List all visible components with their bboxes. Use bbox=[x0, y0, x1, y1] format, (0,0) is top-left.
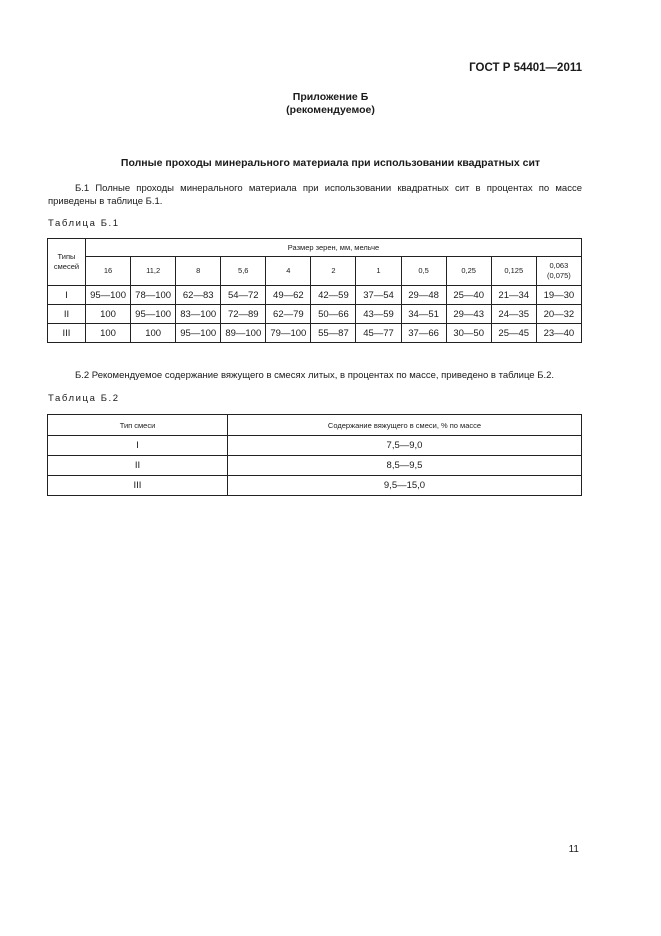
table-b1-body bbox=[48, 286, 582, 343]
table-b1 bbox=[47, 238, 582, 343]
table-b2 bbox=[47, 414, 582, 496]
passing-value-cell: 37—66 bbox=[401, 324, 446, 343]
passing-value-cell: 100 bbox=[86, 305, 131, 324]
table-row bbox=[48, 305, 582, 324]
passing-value-cell: 34—51 bbox=[401, 305, 446, 324]
passing-value-cell: 95—100 bbox=[86, 286, 131, 305]
passing-value-cell: 37—54 bbox=[356, 286, 401, 305]
passing-value-cell: 79—100 bbox=[266, 324, 311, 343]
mix-type-cell: I bbox=[48, 436, 228, 456]
passing-value-cell: 50—66 bbox=[311, 305, 356, 324]
mix-type-cell: III bbox=[48, 476, 228, 496]
binder-content-cell: 8,5—9,5 bbox=[228, 456, 582, 476]
mix-type-cell: III bbox=[48, 324, 86, 343]
standard-code: ГОСТ Р 54401—2011 bbox=[469, 62, 582, 74]
passing-value-cell: 100 bbox=[86, 324, 131, 343]
grain-size-header: Размер зерен, мм, мельче bbox=[86, 239, 582, 257]
grain-size-header-cell: 0,063 (0,075) bbox=[536, 257, 581, 286]
mix-type-header-text: Типы смесей bbox=[53, 252, 80, 271]
passing-value-cell: 23—40 bbox=[536, 324, 581, 343]
appendix-subtitle: (рекомендуемое) bbox=[286, 104, 375, 116]
passing-value-cell: 95—100 bbox=[176, 324, 221, 343]
passing-value-cell: 19—30 bbox=[536, 286, 581, 305]
passing-value-cell: 45—77 bbox=[356, 324, 401, 343]
passing-value-cell: 25—40 bbox=[446, 286, 491, 305]
passing-value-cell: 29—43 bbox=[446, 305, 491, 324]
grain-size-header-cell: 8 bbox=[176, 257, 221, 286]
passing-value-cell: 21—34 bbox=[491, 286, 536, 305]
grain-size-header-cell: 2 bbox=[311, 257, 356, 286]
grain-size-header-cell: 16 bbox=[86, 257, 131, 286]
table2-caption: Таблица Б.2 bbox=[48, 393, 120, 404]
passing-value-cell: 30—50 bbox=[446, 324, 491, 343]
passing-value-cell: 29—48 bbox=[401, 286, 446, 305]
grain-size-header-cell: 5,6 bbox=[221, 257, 266, 286]
passing-value-cell: 54—72 bbox=[221, 286, 266, 305]
passing-value-cell: 95—100 bbox=[131, 305, 176, 324]
mix-type-col-header: Тип смеси bbox=[48, 415, 228, 436]
passing-value-cell: 100 bbox=[131, 324, 176, 343]
table-b2-body bbox=[48, 436, 582, 496]
grain-size-header-cell: 1 bbox=[356, 257, 401, 286]
passing-value-cell: 72—89 bbox=[221, 305, 266, 324]
passing-value-cell: 83—100 bbox=[176, 305, 221, 324]
paragraph-b2: Б.2 Рекомендуемое содержание вяжущего в смесях литых, в процентах по массе, приведено в таблице Б.2. bbox=[75, 370, 555, 381]
binder-content-cell: 9,5—15,0 bbox=[228, 476, 582, 496]
mix-type-cell: II bbox=[48, 305, 86, 324]
grain-size-row bbox=[48, 257, 582, 286]
passing-value-cell: 20—32 bbox=[536, 305, 581, 324]
table-row bbox=[48, 324, 582, 343]
passing-value-cell: 49—62 bbox=[266, 286, 311, 305]
binder-content-cell: 7,5—9,0 bbox=[228, 436, 582, 456]
appendix-heading bbox=[0, 91, 661, 117]
grain-size-header-cell: 0,125 bbox=[491, 257, 536, 286]
passing-value-cell: 62—83 bbox=[176, 286, 221, 305]
mix-type-header bbox=[48, 239, 86, 286]
passing-value-cell: 55—87 bbox=[311, 324, 356, 343]
mix-type-cell: I bbox=[48, 286, 86, 305]
appendix-title: Приложение Б bbox=[292, 91, 369, 103]
grain-size-header-cell: 11,2 bbox=[131, 257, 176, 286]
passing-value-cell: 24—35 bbox=[491, 305, 536, 324]
paragraph-b1: Б.1 Полные проходы минерального материала при использовании квадратных сит в процентах по массе приведены в таблице Б.1. bbox=[48, 183, 582, 207]
grain-size-header-cell: 0,5 bbox=[401, 257, 446, 286]
grain-size-header-cell: 4 bbox=[266, 257, 311, 286]
page-number: 11 bbox=[568, 844, 579, 855]
table-row bbox=[48, 456, 582, 476]
passing-value-cell: 62—79 bbox=[266, 305, 311, 324]
section-title: Полные проходы минерального материала при использовании квадратных сит bbox=[120, 157, 541, 169]
passing-value-cell: 89—100 bbox=[221, 324, 266, 343]
table-row bbox=[48, 436, 582, 456]
passing-value-cell: 42—59 bbox=[311, 286, 356, 305]
table-row bbox=[48, 286, 582, 305]
passing-value-cell: 43—59 bbox=[356, 305, 401, 324]
table1-caption: Таблица Б.1 bbox=[48, 218, 120, 229]
grain-size-header-cell: 0,25 bbox=[446, 257, 491, 286]
passing-value-cell: 78—100 bbox=[131, 286, 176, 305]
table-row bbox=[48, 476, 582, 496]
binder-content-col-header: Содержание вяжущего в смеси, % по массе bbox=[228, 415, 582, 436]
passing-value-cell: 25—45 bbox=[491, 324, 536, 343]
mix-type-cell: II bbox=[48, 456, 228, 476]
